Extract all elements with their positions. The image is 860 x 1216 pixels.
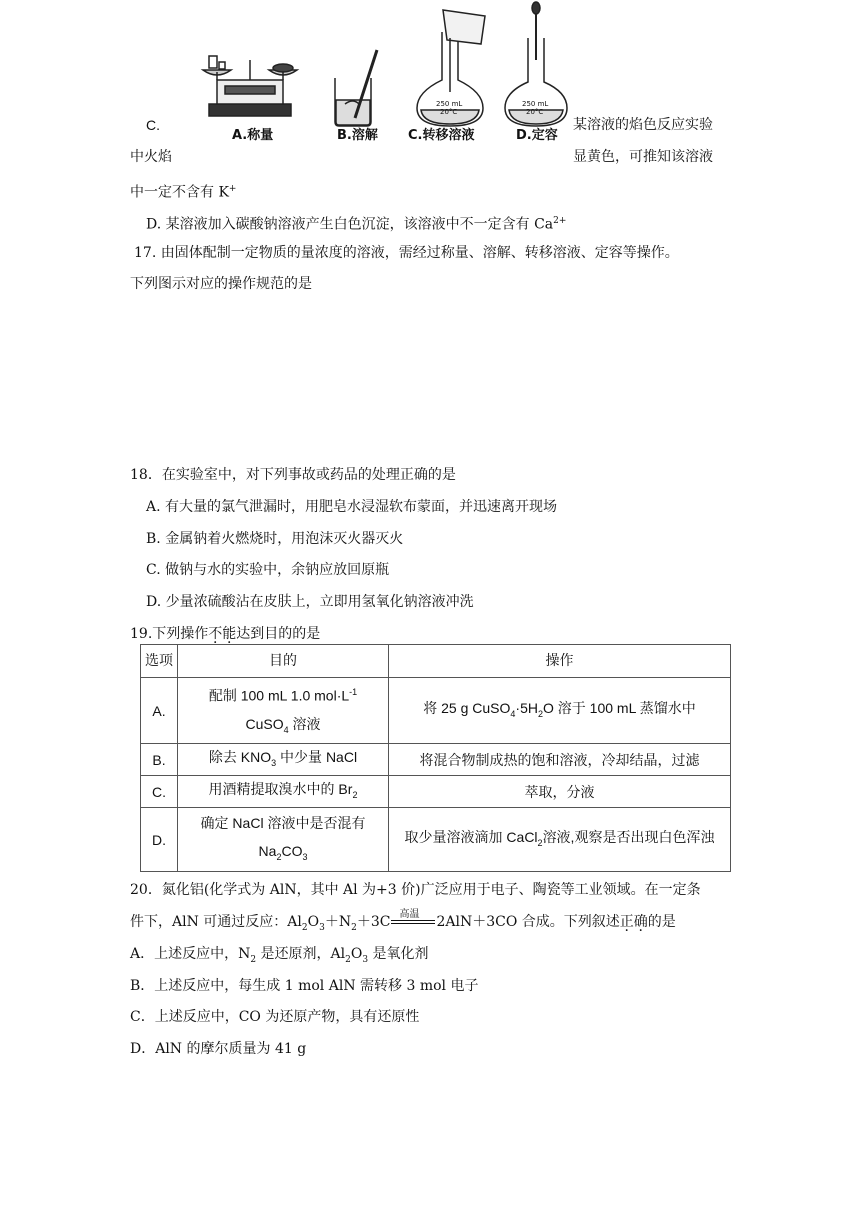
q16-c-text-3: 中一定不含有 K+ [130,184,237,201]
row-d-goal: 确定 NaCl 溶液中是否混有 $Na_2CO_3$ [178,808,389,872]
q20-stem-2: 件下，AlN 可通过反应：$Al_2O_3+N_2+3C$ 高温 2AlN＋3CO 合成。下列叙述正确的是 [130,912,676,938]
row-b-option: B. [141,744,178,776]
reaction-condition: 高温 [399,909,420,920]
q20-option-d: D．AlN 的摩尔质量为 41 g [130,1041,307,1057]
q18-stem: 18．在实验室中，对下列事故或药品的处理正确的是 [130,467,456,483]
q20-option-a: A．上述反应中，$N_2$ 是还原剂，$Al_2O_3$ 是氧化剂 [130,946,429,965]
header-operation: 操作 [389,645,731,678]
q16-c-text-2-right: 显黄色，可推知该溶液 [573,149,713,165]
q18-option-a: A. 有大量的氯气泄漏时，用肥皂水浸湿软布蒙面，并迅速离开现场 [146,499,558,515]
flask-temp-d: 20°C [526,108,544,116]
row-a-goal: 配制 100 mL 1.0 $mol\cdot L^{-1}$ CuSO$_4$ 溶液 [178,678,389,744]
beaker-illustration [335,50,377,126]
caption-c: C.转移溶液 [408,128,475,143]
apparatus-figure [195,0,575,142]
q20-option-c: C．上述反应中，CO 为还原产物，具有还原性 [130,1009,420,1025]
header-option: 选项 [141,645,178,678]
balance-illustration [203,56,297,116]
q17-stem-2: 下列图示对应的操作规范的是 [130,276,312,292]
row-c-goal: 用酒精提取溴水中的 $Br_2$ [178,776,389,808]
q16-c-label: C. [146,117,160,133]
flask-temp-c: 20°C [440,108,458,116]
caption-a: A.称量 [232,128,274,143]
row-a-operation: 将 25 g $CuSO_4\cdot 5H_2O$ 溶于 100 mL 蒸馏水中 [389,678,731,744]
row-b-goal: 除去 $KNO_3$ 中少量 NaCl [178,744,389,776]
q16-c-text-2-left: 中火焰 [130,149,172,165]
row-b-operation: 将混合物制成热的饱和溶液，冷却结晶，过滤 [389,744,731,776]
q18-option-d: D. 少量浓硫酸沾在皮肤上，立即用氢氧化钠溶液冲洗 [146,594,474,610]
table-row [141,678,731,744]
row-c-operation: 萃取，分液 [389,776,731,808]
caption-b: B.溶解 [337,128,378,143]
reaction-arrow [391,909,435,929]
q17-stem-1: 17. 由固体配制一定物质的量浓度的溶液，需经过称量、溶解、转移溶液、定容等操作。 [134,245,679,261]
flask-label-c: 250 mL [436,100,463,108]
flask-label-d: 250 mL [522,100,549,108]
row-d-operation: 取少量溶液滴加 CaCl$_2$溶液,观察是否出现白色浑浊 [389,808,731,872]
q20-option-b: B．上述反应中，每生成 1 mol AlN 需转移 3 mol 电子 [130,978,479,994]
q18-option-c: C. 做钠与水的实验中，余钠应放回原瓶 [146,562,390,578]
row-a-option: A. [141,678,178,744]
q20-stem-1: 20．氮化铝(化学式为 AlN，其中 Al 为+3 价)广泛应用于电子、陶瓷等工业领域。在一定条 [130,882,701,898]
table-header-row [141,645,731,678]
row-d-option: D. [141,808,178,872]
q16-c-text-1: 某溶液的焰色反应实验 [573,117,713,133]
row-c-option: C. [141,776,178,808]
q18-option-b: B. 金属钠着火燃烧时，用泡沫灭火器灭火 [146,531,404,547]
q19-stem: 19.下列操作不能达到目的的是 [130,626,321,642]
table-row [141,776,731,808]
header-goal: 目的 [178,645,389,678]
table-row [141,808,731,872]
caption-d: D.定容 [516,128,558,143]
table-row [141,744,731,776]
q19-table [140,644,731,872]
q16-option-d: D. 某溶液加入碳酸钠溶液产生白色沉淀，该溶液中不一定含有 $Ca^{2+}$ [146,216,567,233]
